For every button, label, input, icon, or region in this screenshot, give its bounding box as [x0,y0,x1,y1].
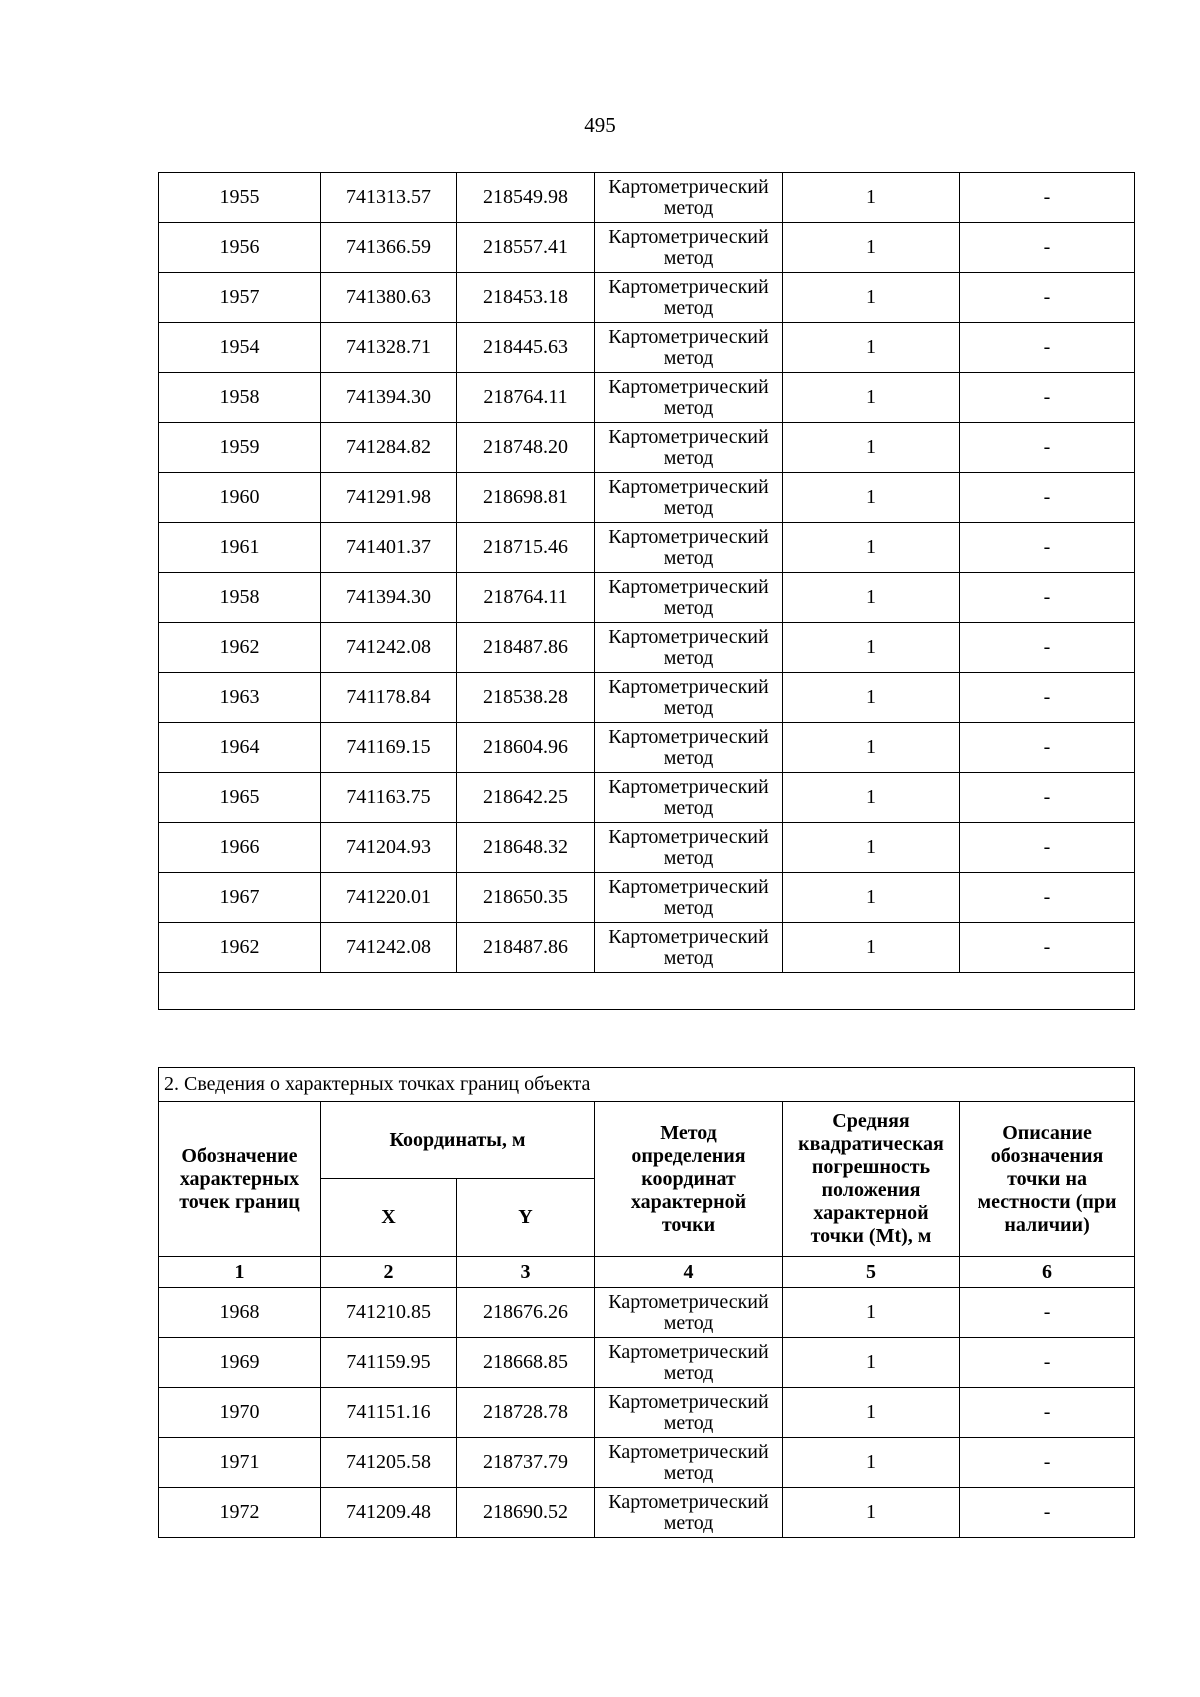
method-cell [595,873,783,923]
y-coordinate-cell: 218764.11 [457,373,595,423]
table-row [159,773,1135,823]
x-coordinate-cell: 741242.08 [321,623,457,673]
point-id-cell: 1956 [159,223,321,273]
header-y: Y [457,1179,595,1257]
x-coordinate-cell: 741394.30 [321,573,457,623]
method-line-1: Картометрический [608,575,769,598]
method-line-1: Картометрический [608,625,769,648]
table-row [159,473,1135,523]
y-coordinate-cell: 218698.81 [457,473,595,523]
accuracy-cell: 1 [783,323,960,373]
method-line-1: Картометрический [608,425,769,448]
header-point-designation: Обозначение характерных точек границ [159,1102,321,1257]
method-line-2: метод [663,896,714,919]
description-cell: - [960,673,1135,723]
method-line-1: Картометрический [608,1440,769,1463]
table-row [159,523,1135,573]
page-number: 495 [584,113,616,137]
column-number: 4 [595,1257,783,1288]
y-coordinate-cell: 218557.41 [457,223,595,273]
method-cell [595,1388,783,1438]
x-coordinate-cell: 741284.82 [321,423,457,473]
point-id-cell: 1965 [159,773,321,823]
y-coordinate-cell: 218715.46 [457,523,595,573]
accuracy-cell: 1 [783,273,960,323]
point-id-cell: 1970 [159,1388,321,1438]
column-number: 3 [457,1257,595,1288]
x-coordinate-cell: 741313.57 [321,173,457,223]
accuracy-cell: 1 [783,1288,960,1338]
accuracy-cell: 1 [783,1438,960,1488]
method-cell [595,823,783,873]
method-line-1: Картометрический [608,775,769,798]
method-cell [595,223,783,273]
x-coordinate-cell: 741328.71 [321,323,457,373]
x-coordinate-cell: 741401.37 [321,523,457,573]
method-line-2: метод [663,196,714,219]
accuracy-cell: 1 [783,723,960,773]
method-line-2: метод [663,1511,714,1534]
header-description: Описание обозначения точки на местности (при наличии) [960,1102,1135,1257]
method-line-2: метод [663,246,714,269]
method-line-2: метод [663,846,714,869]
method-cell [595,1338,783,1388]
method-cell [595,523,783,573]
point-id-cell: 1957 [159,273,321,323]
method-line-1: Картометрический [608,875,769,898]
y-coordinate-cell: 218487.86 [457,623,595,673]
header-x: X [321,1179,457,1257]
table-row [159,1338,1135,1388]
point-id-cell: 1954 [159,323,321,373]
table-row [159,1438,1135,1488]
method-cell [595,673,783,723]
description-cell: - [960,723,1135,773]
accuracy-cell: 1 [783,573,960,623]
method-cell [595,573,783,623]
boundary-points-table-continued [158,172,1135,1010]
y-coordinate-cell: 218642.25 [457,773,595,823]
accuracy-cell: 1 [783,623,960,673]
x-coordinate-cell: 741205.58 [321,1438,457,1488]
x-coordinate-cell: 741204.93 [321,823,457,873]
method-cell [595,373,783,423]
method-line-2: метод [663,796,714,819]
method-cell [595,1288,783,1338]
accuracy-cell: 1 [783,1488,960,1538]
method-line-1: Картометрический [608,725,769,748]
accuracy-cell: 1 [783,223,960,273]
description-cell: - [960,173,1135,223]
point-id-cell: 1964 [159,723,321,773]
method-cell [595,323,783,373]
boundary-points-table [158,1067,1135,1538]
description-cell: - [960,273,1135,323]
method-line-1: Картометрический [608,1290,769,1313]
method-cell [595,273,783,323]
method-line-1: Картометрический [608,675,769,698]
table-row [159,573,1135,623]
accuracy-cell: 1 [783,873,960,923]
method-line-1: Картометрический [608,325,769,348]
description-cell: - [960,573,1135,623]
method-line-2: метод [663,296,714,319]
point-id-cell: 1958 [159,573,321,623]
method-line-2: метод [663,396,714,419]
table-row [159,323,1135,373]
method-line-1: Картометрический [608,475,769,498]
x-coordinate-cell: 741366.59 [321,223,457,273]
method-line-2: метод [663,346,714,369]
accuracy-cell: 1 [783,373,960,423]
x-coordinate-cell: 741163.75 [321,773,457,823]
description-cell: - [960,1288,1135,1338]
method-line-2: метод [663,746,714,769]
y-coordinate-cell: 218648.32 [457,823,595,873]
y-coordinate-cell: 218538.28 [457,673,595,723]
x-coordinate-cell: 741394.30 [321,373,457,423]
method-cell [595,773,783,823]
method-line-2: метод [663,1411,714,1434]
method-cell [595,1438,783,1488]
x-coordinate-cell: 741220.01 [321,873,457,923]
method-line-2: метод [663,946,714,969]
point-id-cell: 1969 [159,1338,321,1388]
table-row [159,373,1135,423]
method-cell [595,173,783,223]
method-line-2: метод [663,546,714,569]
table-row [159,423,1135,473]
table-row [159,1388,1135,1438]
column-number: 2 [321,1257,457,1288]
point-id-cell: 1967 [159,873,321,923]
table-row [159,173,1135,223]
method-line-1: Картометрический [608,225,769,248]
point-id-cell: 1962 [159,623,321,673]
y-coordinate-cell: 218690.52 [457,1488,595,1538]
table-row [159,673,1135,723]
method-line-1: Картометрический [608,1490,769,1513]
description-cell: - [960,1438,1135,1488]
x-coordinate-cell: 741291.98 [321,473,457,523]
column-number: 1 [159,1257,321,1288]
method-line-2: метод [663,446,714,469]
method-line-1: Картометрический [608,1390,769,1413]
point-id-cell: 1966 [159,823,321,873]
description-cell: - [960,223,1135,273]
point-id-cell: 1972 [159,1488,321,1538]
method-line-2: метод [663,596,714,619]
method-cell [595,623,783,673]
accuracy-cell: 1 [783,673,960,723]
description-cell: - [960,373,1135,423]
method-line-2: метод [663,696,714,719]
description-cell: - [960,1338,1135,1388]
table-title: 2. Сведения о характерных точках границ объекта [159,1068,1135,1102]
method-line-1: Картометрический [608,825,769,848]
x-coordinate-cell: 741242.08 [321,923,457,973]
x-coordinate-cell: 741169.15 [321,723,457,773]
accuracy-cell: 1 [783,173,960,223]
accuracy-cell: 1 [783,523,960,573]
method-line-1: Картометрический [608,925,769,948]
description-cell: - [960,1388,1135,1438]
y-coordinate-cell: 218650.35 [457,873,595,923]
method-line-2: метод [663,1311,714,1334]
table-row [159,1288,1135,1338]
description-cell: - [960,323,1135,373]
method-cell [595,423,783,473]
table-row [159,823,1135,873]
table-row [159,273,1135,323]
empty-row [159,973,1135,1010]
method-line-1: Картометрический [608,375,769,398]
method-line-2: метод [663,646,714,669]
description-cell: - [960,923,1135,973]
accuracy-cell: 1 [783,823,960,873]
y-coordinate-cell: 218668.85 [457,1338,595,1388]
y-coordinate-cell: 218764.11 [457,573,595,623]
point-id-cell: 1958 [159,373,321,423]
point-id-cell: 1971 [159,1438,321,1488]
method-line-1: Картометрический [608,275,769,298]
table-row [159,1488,1135,1538]
table-row [159,923,1135,973]
method-line-1: Картометрический [608,175,769,198]
empty-cell [159,973,1135,1010]
description-cell: - [960,523,1135,573]
x-coordinate-cell: 741178.84 [321,673,457,723]
column-number: 5 [783,1257,960,1288]
description-cell: - [960,873,1135,923]
accuracy-cell: 1 [783,1338,960,1388]
header-coordinates: Координаты, м [321,1102,595,1179]
description-cell: - [960,473,1135,523]
table-row [159,723,1135,773]
y-coordinate-cell: 218748.20 [457,423,595,473]
method-cell [595,1488,783,1538]
y-coordinate-cell: 218445.63 [457,323,595,373]
accuracy-cell: 1 [783,423,960,473]
header-accuracy: Средняя квадратическая погрешность положения характерной точки (Mt), м [783,1102,960,1257]
y-coordinate-cell: 218737.79 [457,1438,595,1488]
table-row [159,223,1135,273]
table-row [159,873,1135,923]
column-number: 6 [960,1257,1135,1288]
method-line-1: Картометрический [608,1340,769,1363]
y-coordinate-cell: 218728.78 [457,1388,595,1438]
accuracy-cell: 1 [783,1388,960,1438]
point-id-cell: 1968 [159,1288,321,1338]
x-coordinate-cell: 741209.48 [321,1488,457,1538]
method-line-2: метод [663,1361,714,1384]
y-coordinate-cell: 218676.26 [457,1288,595,1338]
description-cell: - [960,423,1135,473]
point-id-cell: 1960 [159,473,321,523]
table-row [159,623,1135,673]
point-id-cell: 1962 [159,923,321,973]
point-id-cell: 1959 [159,423,321,473]
point-id-cell: 1955 [159,173,321,223]
description-cell: - [960,623,1135,673]
accuracy-cell: 1 [783,473,960,523]
header-method: Метод определения координат характерной точки [595,1102,783,1257]
y-coordinate-cell: 218453.18 [457,273,595,323]
method-cell [595,923,783,973]
method-line-2: метод [663,1461,714,1484]
method-cell [595,473,783,523]
y-coordinate-cell: 218604.96 [457,723,595,773]
point-id-cell: 1963 [159,673,321,723]
accuracy-cell: 1 [783,773,960,823]
y-coordinate-cell: 218487.86 [457,923,595,973]
method-line-1: Картометрический [608,525,769,548]
x-coordinate-cell: 741380.63 [321,273,457,323]
method-line-2: метод [663,496,714,519]
description-cell: - [960,823,1135,873]
x-coordinate-cell: 741151.16 [321,1388,457,1438]
x-coordinate-cell: 741210.85 [321,1288,457,1338]
accuracy-cell: 1 [783,923,960,973]
y-coordinate-cell: 218549.98 [457,173,595,223]
description-cell: - [960,1488,1135,1538]
x-coordinate-cell: 741159.95 [321,1338,457,1388]
description-cell: - [960,773,1135,823]
point-id-cell: 1961 [159,523,321,573]
method-cell [595,723,783,773]
